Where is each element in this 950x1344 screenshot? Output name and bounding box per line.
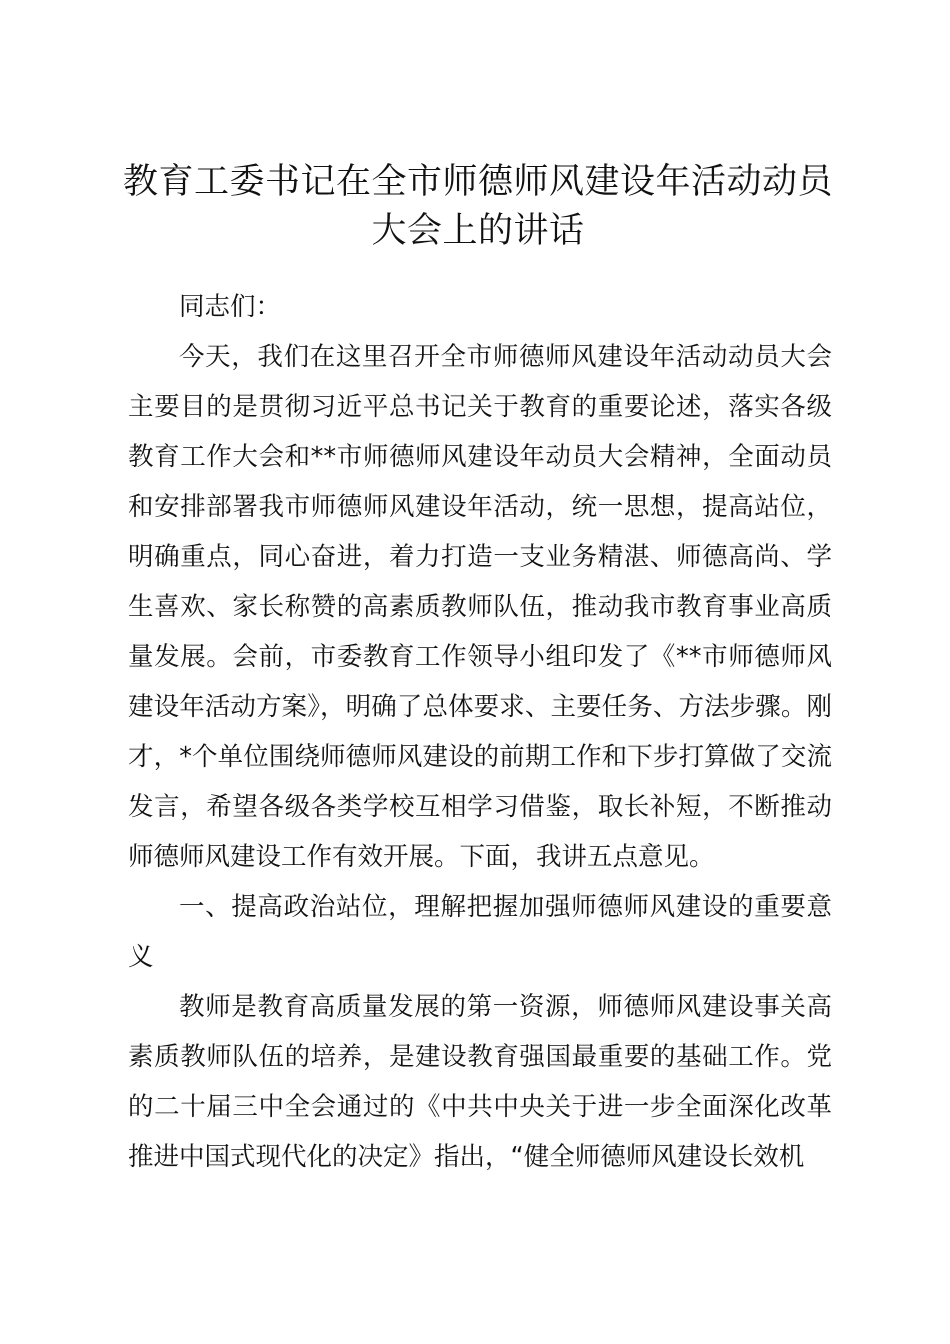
intro-paragraph: 今天，我们在这里召开全市师德师风建设年活动动员大会主要目的是贯彻习近平总书记关于教育的重要论述，落实各级教育工作大会和**市师德师风建设年动员大会精神，全面动员和安排部署我市师德师风建设年活动，统一思想，提高站位，明确重点，同心奋进，着力打造一支业务精湛、师德高尚、学生喜欢、家长称赞的高素质教师队伍，推动我市教育事业高质量发展。会前，市委教育工作领导小组印发了《**市师德师风建设年活动方案》，明确了总体要求、主要任务、方法步骤。刚才，*个单位围绕师德师风建设的前期工作和下步打算做了交流发言，希望各级各类学校互相学习借鉴，取长补短，不断推动师德师风建设工作有效开展。下面，我讲五点意见。 bbox=[128, 342, 832, 872]
document-title: 教育工委书记在全市师德师风建设年活动动员大会上的讲话 bbox=[122, 162, 833, 251]
salutation: 同志们： bbox=[179, 292, 282, 322]
section-paragraph: 教师是教育高质量发展的第一资源，师德师风建设事关高素质教师队伍的培养，是建设教育强国最重要的基础工作。党的二十届三中全会通过的《中共中央关于进一步全面深化改革推进中国式现代化的决定》指出，“健全师德师风建设长效机 bbox=[128, 992, 832, 1172]
section-heading: 一、提高政治站位，理解把握加强师德师风建设的重要意义 bbox=[128, 892, 832, 972]
document-body bbox=[128, 282, 832, 1182]
